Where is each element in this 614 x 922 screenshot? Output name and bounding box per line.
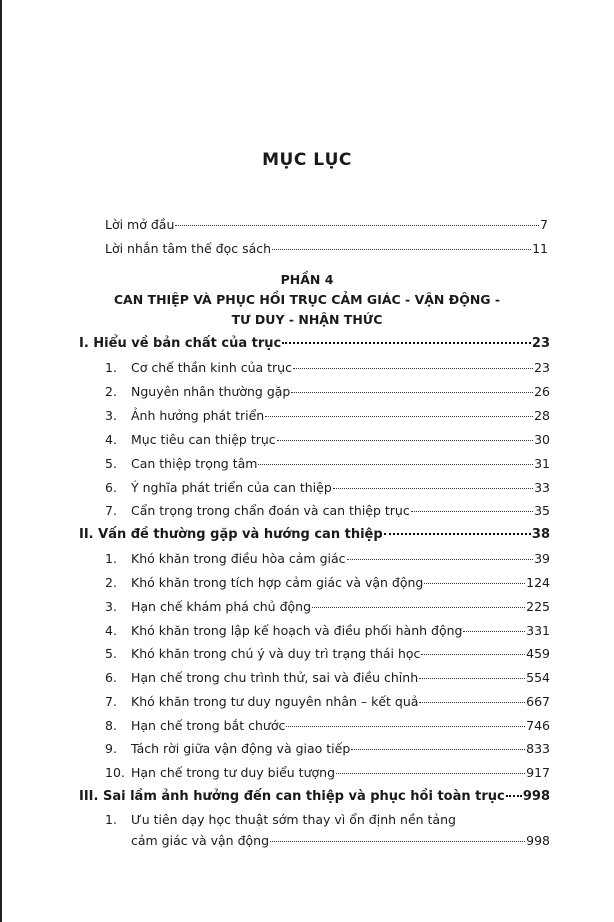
toc-entry[interactable] xyxy=(105,646,550,662)
toc-entry[interactable] xyxy=(105,408,550,424)
toc-label: Ưu tiên dạy học thuật sớm thay vì ổn định nền tảng xyxy=(131,812,456,827)
toc-number: 6. xyxy=(105,670,117,685)
toc-label: cảm giác và vận động xyxy=(131,833,270,848)
toc-entry-wrapped-second-line[interactable] xyxy=(131,833,550,849)
leader-dots xyxy=(175,224,539,226)
toc-page: 833 xyxy=(526,741,550,756)
toc-number: 5. xyxy=(105,456,117,471)
toc-section-3[interactable] xyxy=(79,789,550,805)
toc-entry[interactable] xyxy=(105,575,550,591)
toc-label: I. Hiểu về bản chất của trục xyxy=(79,336,282,351)
leader-dots xyxy=(312,606,525,608)
toc-label: Nguyên nhân thường gặp xyxy=(131,384,291,399)
part-title-line1: CAN THIỆP VÀ PHỤC HỒI TRỤC CẢM GIÁC - VẬN ĐỘNG - xyxy=(113,292,501,307)
toc-number: 1. xyxy=(105,360,117,375)
toc-label: III. Sai lầm ảnh hưởng đến can thiệp và phục hồi toàn trục xyxy=(79,789,505,804)
toc-page: 998 xyxy=(522,789,550,804)
leader-dots xyxy=(419,701,525,703)
leader-dots xyxy=(336,772,525,774)
toc-label: Cơ chế thần kinh của trục xyxy=(131,360,292,375)
leader-dots xyxy=(265,415,533,417)
toc-number: 9. xyxy=(105,741,117,756)
leader-dots xyxy=(272,248,531,250)
leader-dots xyxy=(506,794,522,797)
toc-page: 331 xyxy=(526,623,550,638)
part-title-line2: TƯ DUY - NHẬN THỨC xyxy=(231,312,383,327)
toc-label: Ý nghĩa phát triển của can thiệp xyxy=(131,480,332,495)
toc-page: 26 xyxy=(534,384,550,399)
leader-dots xyxy=(384,532,531,535)
toc-number: 8. xyxy=(105,718,117,733)
toc-number: 4. xyxy=(105,623,117,638)
toc-page: 33 xyxy=(534,480,550,495)
toc-label: Khó khăn trong tư duy nguyên nhân – kết quả xyxy=(131,694,419,709)
leader-dots xyxy=(282,341,531,344)
leader-dots xyxy=(277,439,533,441)
toc-label: Khó khăn trong điều hòa cảm giác xyxy=(131,551,346,566)
toc-page: 459 xyxy=(526,646,550,661)
toc-label: II. Vấn đề thường gặp và hướng can thiệp xyxy=(79,527,383,542)
toc-number: 2. xyxy=(105,575,117,590)
part-heading: PHẦN 4 xyxy=(280,272,334,287)
toc-label: Cẩn trọng trong chẩn đoán và can thiệp trục xyxy=(131,503,410,518)
page-title: MỤC LỤC xyxy=(262,150,352,170)
toc-page: 38 xyxy=(531,527,550,542)
toc-page: 667 xyxy=(526,694,550,709)
toc-number: 7. xyxy=(105,694,117,709)
toc-entry[interactable] xyxy=(105,694,550,710)
toc-label: Lời nhắn tâm thế đọc sách xyxy=(105,241,272,256)
toc-number: 3. xyxy=(105,408,117,423)
leader-dots xyxy=(424,582,525,584)
toc-page: 30 xyxy=(534,432,550,447)
toc-number: 4. xyxy=(105,432,117,447)
toc-page: 35 xyxy=(534,503,550,518)
toc-number: 2. xyxy=(105,384,117,399)
leader-dots xyxy=(258,463,533,465)
toc-number: 7. xyxy=(105,503,117,518)
toc-label: Ảnh hưởng phát triển xyxy=(131,408,265,423)
toc-entry[interactable] xyxy=(105,360,550,376)
leader-dots xyxy=(351,748,525,750)
toc-entry[interactable] xyxy=(105,599,550,615)
toc-label: Hạn chế trong chu trình thử, sai và điều chỉnh xyxy=(131,670,419,685)
toc-entry[interactable] xyxy=(105,718,550,734)
toc-label: Hạn chế khám phá chủ động xyxy=(131,599,312,614)
leader-dots xyxy=(463,630,525,632)
toc-number: 3. xyxy=(105,599,117,614)
toc-page: 917 xyxy=(526,765,550,780)
toc-entry[interactable] xyxy=(105,765,550,781)
toc-entry[interactable] xyxy=(105,741,550,757)
leader-dots xyxy=(347,558,534,560)
toc-label: Hạn chế trong bắt chước xyxy=(131,718,286,733)
toc-label: Khó khăn trong lập kế hoạch và điều phối hành động xyxy=(131,623,463,638)
toc-page: 998 xyxy=(526,833,550,848)
toc-page: 31 xyxy=(534,456,550,471)
leader-dots xyxy=(419,677,525,679)
toc-label: Khó khăn trong chú ý và duy trì trạng thái học xyxy=(131,646,421,661)
toc-entry-wrapped-first-line[interactable] xyxy=(105,812,456,827)
toc-entry[interactable] xyxy=(105,432,550,448)
toc-entry[interactable] xyxy=(105,384,550,400)
toc-page: 225 xyxy=(526,599,550,614)
toc-label: Lời mở đầu xyxy=(105,217,175,232)
toc-entry[interactable] xyxy=(105,480,550,496)
toc-label: Khó khăn trong tích hợp cảm giác và vận động xyxy=(131,575,424,590)
page-edge xyxy=(0,0,2,922)
toc-page: 39 xyxy=(534,551,550,566)
toc-page: 124 xyxy=(526,575,550,590)
leader-dots xyxy=(286,725,525,727)
toc-label: Can thiệp trọng tâm xyxy=(131,456,258,471)
toc-entry[interactable] xyxy=(105,551,550,567)
toc-label: Mục tiêu can thiệp trục xyxy=(131,432,276,447)
toc-label: Tách rời giữa vận động và giao tiếp xyxy=(131,741,351,756)
toc-entry-preface[interactable] xyxy=(105,217,548,233)
toc-entry-reading-note[interactable] xyxy=(105,241,548,257)
toc-page: 23 xyxy=(534,360,550,375)
toc-label: Hạn chế trong tư duy biểu tượng xyxy=(131,765,336,780)
toc-number: 5. xyxy=(105,646,117,661)
toc-number: 10. xyxy=(105,765,125,780)
toc-entry[interactable] xyxy=(105,456,550,472)
toc-page: 11 xyxy=(532,241,548,256)
leader-dots xyxy=(293,367,533,369)
toc-page: 23 xyxy=(531,336,550,351)
toc-section-2[interactable] xyxy=(79,527,550,543)
leader-dots xyxy=(411,510,533,512)
toc-page: 554 xyxy=(526,670,550,685)
toc-page: 7 xyxy=(540,217,548,232)
toc-number: 1. xyxy=(105,551,117,566)
leader-dots xyxy=(291,391,533,393)
leader-dots xyxy=(333,487,533,489)
toc-page: 746 xyxy=(526,718,550,733)
toc-entry[interactable] xyxy=(105,503,550,519)
toc-number: 6. xyxy=(105,480,117,495)
leader-dots xyxy=(270,840,525,842)
leader-dots xyxy=(421,653,525,655)
toc-entry[interactable] xyxy=(105,623,550,639)
toc-page: 28 xyxy=(534,408,550,423)
toc-number: 1. xyxy=(105,812,117,827)
toc-section-1[interactable] xyxy=(79,336,550,352)
toc-entry[interactable] xyxy=(105,670,550,686)
